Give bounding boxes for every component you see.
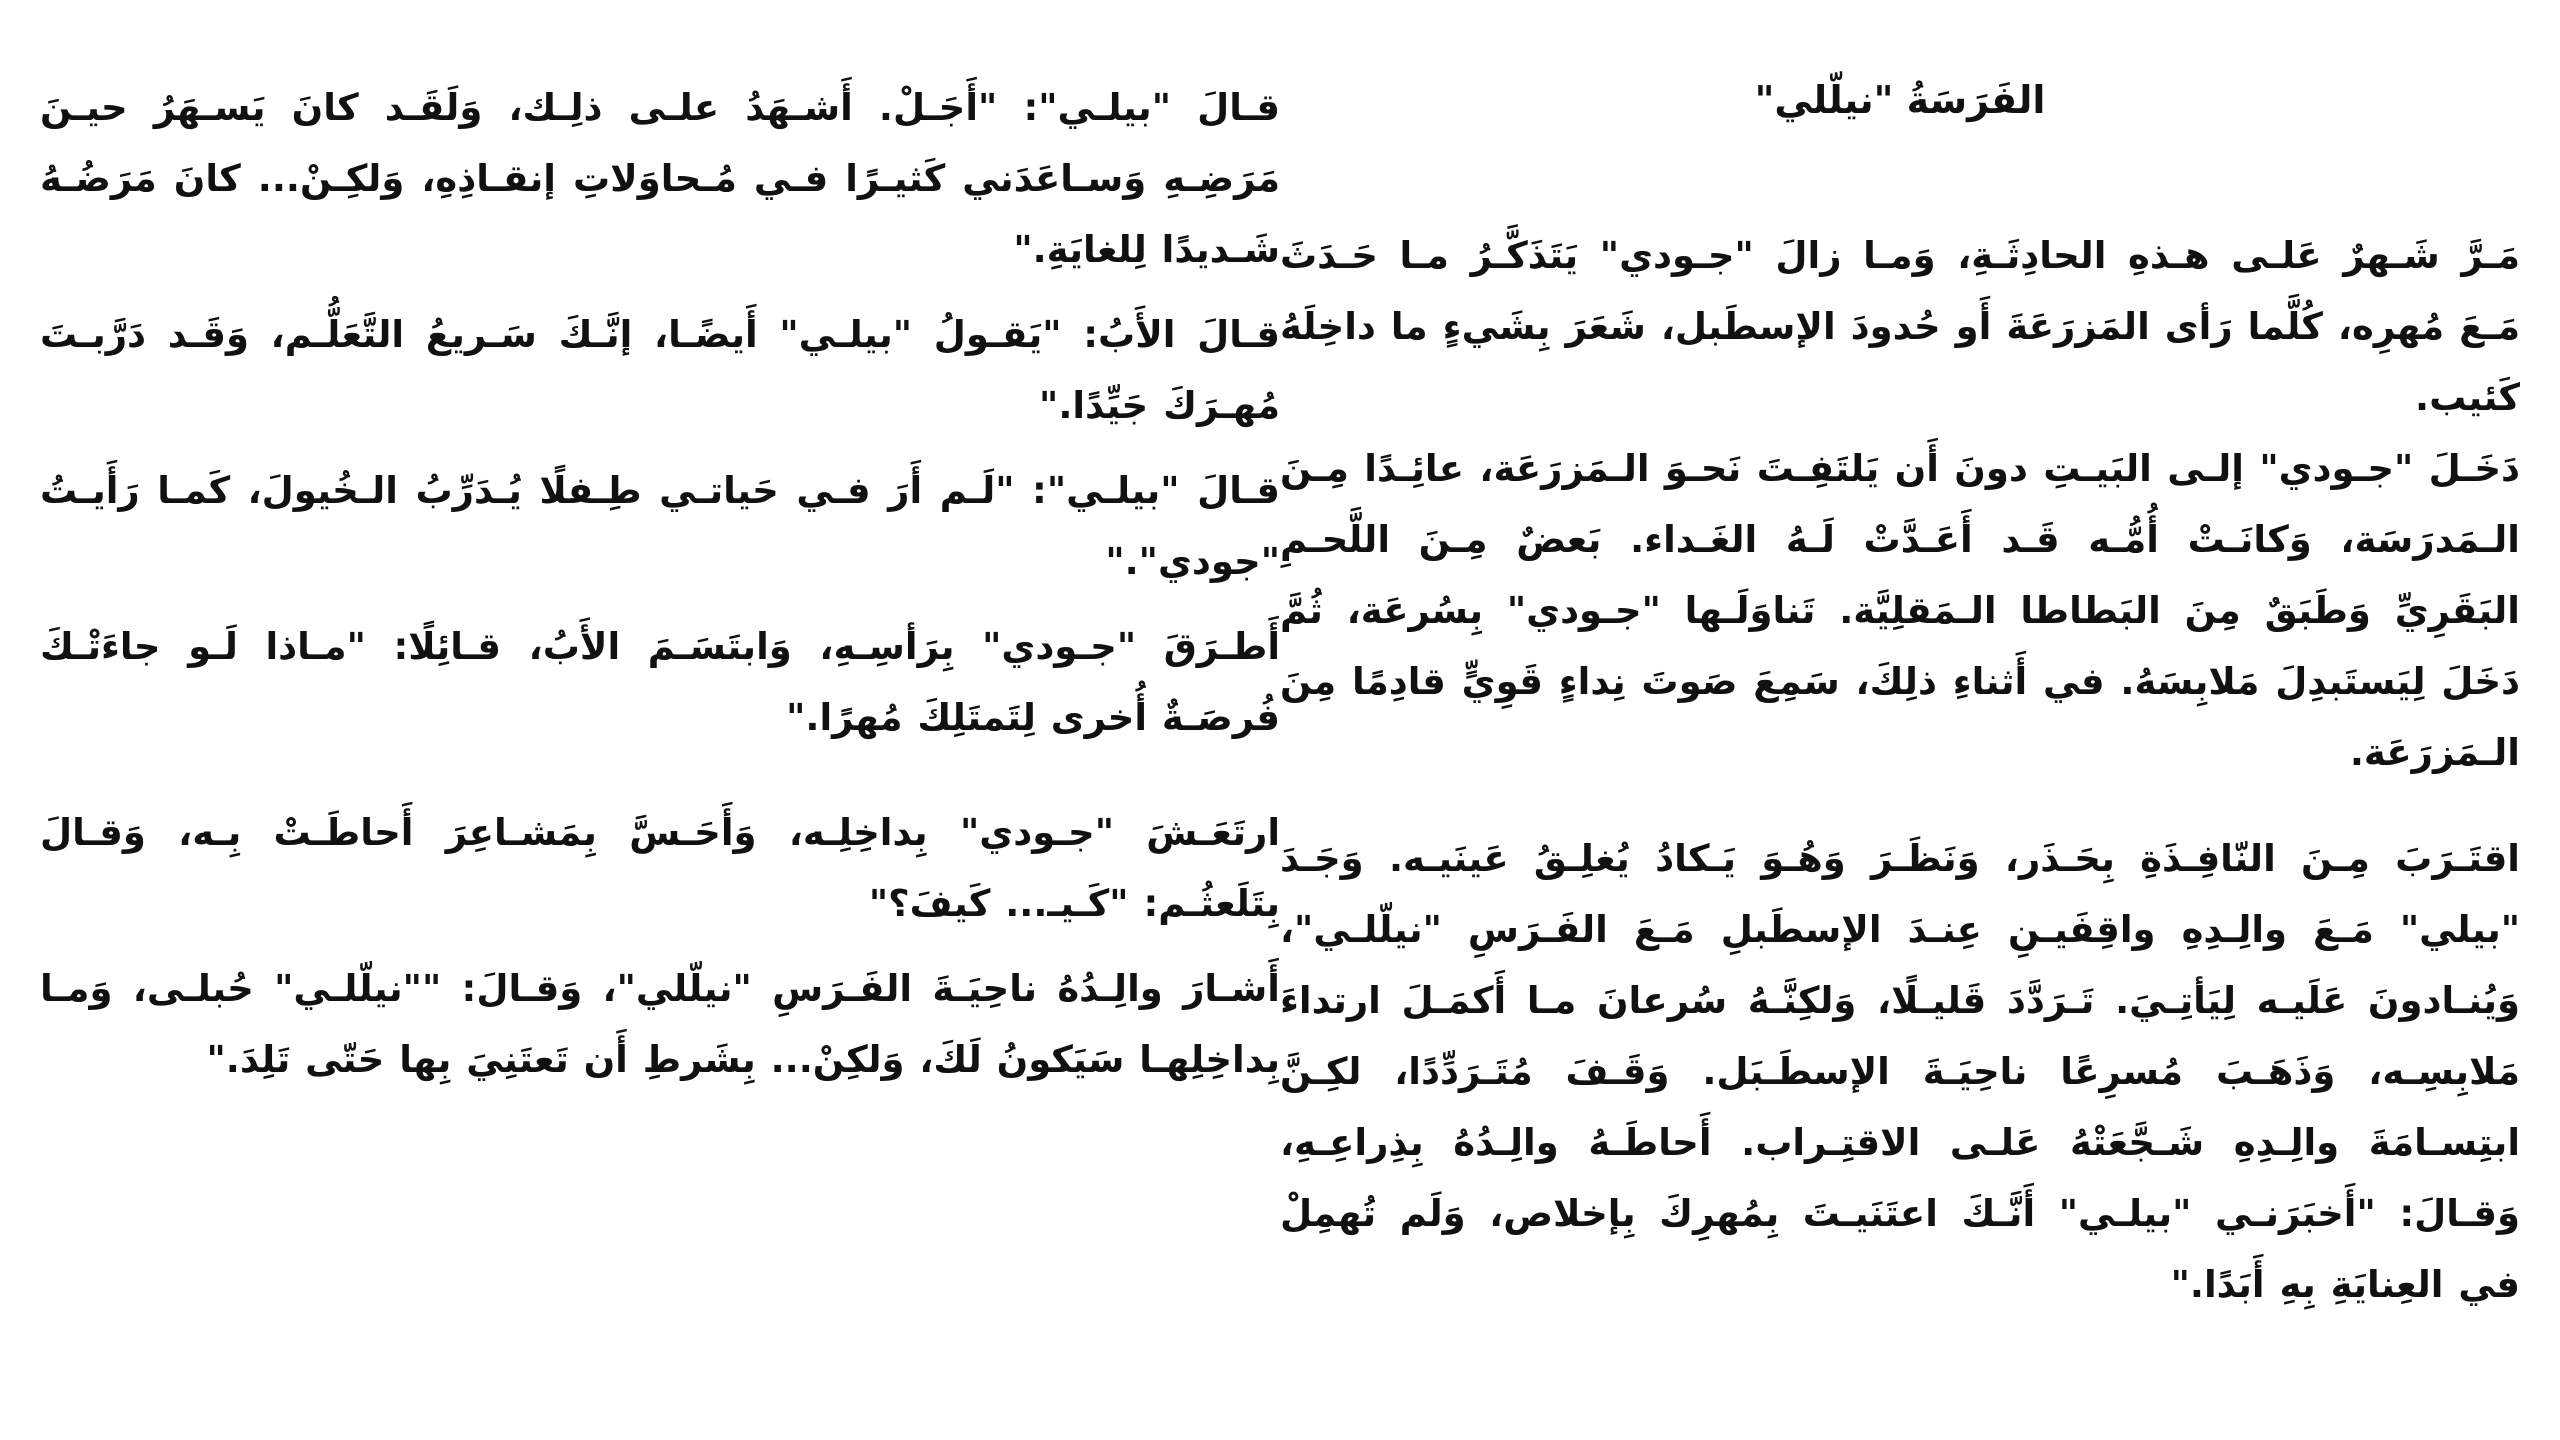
right-paragraph-3: اقتَـرَبَ مِـنَ النّافِـذَةِ بِحَـذَر، وَنَظَـرَ وَهُـوَ يَـكادُ يُغلِـقُ عَينَيـه. وَجَـدَ "بيلي" مَـعَ والِـدِهِ واقِفَيـنِ عِنـدَ الإسطَبلِ مَـعَ الفَـرَسِ "نيلّلـي"، وَيُنـادونَ عَلَيـه لِيَأتِـيَ. تَـرَدَّدَ قَليـلًا، وَلكِنَّـهُ سُرعانَ مـا أَكمَـلَ ارتداءَ مَلابِسِـه، وَذَهَـبَ مُسرِعًا ناحِيَـةَ الإسطَـبَل. وَقَـفَ مُتَـرَدِّدًا، لكِـنَّ ابتِسـامَةَ والِـدِهِ شَـجَّعَتْهُ عَلـى الاقتِـراب. أَحاطَـهُ والِـدُهُ بِذِراعِـهِ، وَقـالَ: "أَخبَرَنـي "بيلـي" أَنَّـكَ اعتَنَيـتَ بِمُهرِكَ بِإخلاص، وَلَم تُهمِلْ في العِنايَةِ بِهِ أَبَدًا."	[1280, 837, 2520, 1306]
left-page	[40, 0, 1280, 1440]
left-paragraph-6: أَشـارَ والِـدُهُ ناحِيَـةَ الفَـرَسِ "نيلّلي"، وَقـالَ: ""نيلّلـي" حُبلـى، وَمـا بِداخِلِهـا سَيَكونُ لَكَ، وَلكِنْ... بِشَرطِ أَن تَعتَنِيَ بِها حَتّى تَلِدَ."	[40, 967, 1280, 1081]
left-paragraph-4: أَطـرَقَ "جـودي" بِرَأسِـهِ، وَابتَسَـمَ الأَبُ، قـائِلًا: "مـاذا لَـو جاءَتْـكَ فُرصَـةٌ أُخرى لِتَمتَلِكَ مُهرًا."	[40, 625, 1280, 739]
page-title: الفَرَسَةُ "نيلّلي"	[1754, 78, 2046, 122]
left-paragraph-2: قـالَ الأَبُ: "يَقـولُ "بيلـي" أَيضًـا، إنَّـكَ سَـريعُ التَّعَلُّـم، وَقَـد دَرَّبـتَ مُهـرَكَ جَيِّدًا."	[40, 313, 1280, 427]
right-paragraph-1: مَـرَّ شَـهرٌ عَلـى هـذهِ الحادِثَـةِ، وَمـا زالَ "جـودي" يَتَذَكَّـرُ مـا حَـدَثَ مَـعَ مُهرِه، كُلَّما رَأى المَزرَعَةَ أَو حُدودَ الإسطَبل، شَعَرَ بِشَيءٍ ما داخِلَهُ كَئيب.	[1280, 234, 2520, 419]
left-paragraph-3: قـالَ "بيلـي": "لَـم أَرَ فـي حَياتـي طِـفلًا يُـدَرِّبُ الـخُيولَ، كَمـا رَأَيـتُ "جودي"."	[40, 469, 1280, 583]
right-page	[1280, 0, 2520, 1440]
left-paragraph-5: ارتَعَـشَ "جـودي" بِداخِلِـه، وَأَحَـسَّ بِمَشـاعِرَ أَحاطَـتْ بِـه، وَقـالَ بِتَلَعثُـم: "كَـيـ... كَيفَ؟"	[40, 811, 1280, 925]
left-paragraph-1: قـالَ "بيلـي": "أَجَـلْ. أَشـهَدُ علـى ذلِـك، وَلَقَـد كانَ يَسـهَرُ حيـنَ مَرَضِـهِ وَسـاعَدَني كَثيـرًا فـي مُـحاوَلاتِ إنقـاذِهِ، وَلكِـنْ... كانَ مَرَضُـهُ شَـديدًا لِلغايَةِ."	[40, 86, 1280, 271]
right-paragraph-2: دَخَـلَ "جـودي" إلـى البَيـتِ دونَ أَن يَلتَفِـتَ نَحـوَ الـمَزرَعَة، عائِـدًا مِـنَ الـمَدرَسَة، وَكانَـتْ أُمُّـه قَـد أَعَـدَّتْ لَـهُ الغَـداء. بَعضٌ مِـنَ اللَّحـمِ البَقَرِيِّ وَطَبَقٌ مِنَ البَطاطا الـمَقلِيَّة. تَناوَلَـها "جـودي" بِسُرعَة، ثُمَّ دَخَلَ لِيَستَبدِلَ مَلابِسَهُ. في أَثناءِ ذلِكَ، سَمِعَ صَوتَ نِداءٍ قَوِيٍّ قادِمًا مِنَ الـمَزرَعَة.	[1280, 447, 2520, 774]
